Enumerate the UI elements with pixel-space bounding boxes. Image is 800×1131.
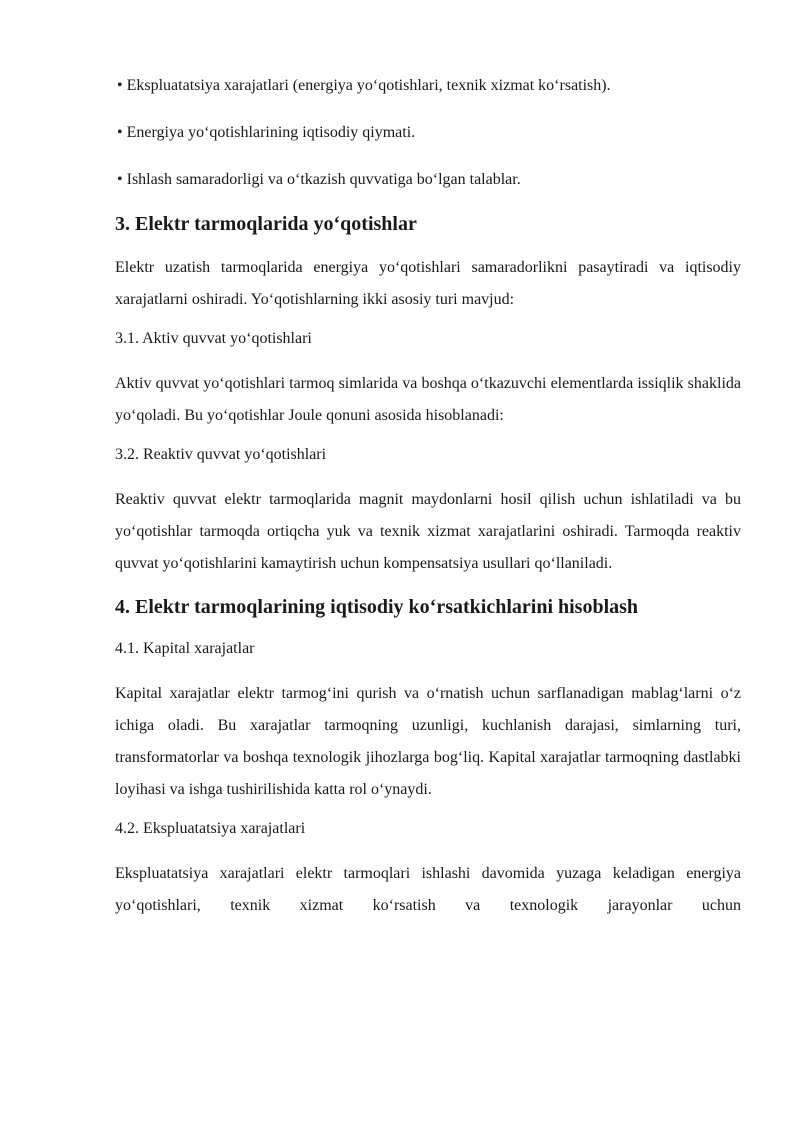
subsection-4-1-text: Kapital xarajatlar elektr tarmog‘ini qurish va o‘rnatish uchun sarflanadigan mablag‘larni o‘z ichiga oladi. Bu xarajatlar tarmoqning uzunligi, kuchlanish darajasi, simlarning turi, transformatorlar va boshqa texnologik jihozlarga bog‘liq. Kapital xarajatlar tarmoqning dastlabki loyihasi va ishga tushirilishida katta rol o‘ynaydi.: [115, 685, 741, 798]
subsection-4-2-title: 4.2. Ekspluatatsiya xarajatlari: [115, 820, 306, 837]
bullet-item: [117, 74, 741, 98]
bullet-item: [117, 168, 741, 192]
section-3-intro: Elektr uzatish tarmoqlarida energiya yo‘qotishlari samaradorlikni pasaytiradi va iqtisodiy xarajatlarni oshiradi. Yo‘qotishlarning ikki asosiy turi mavjud:: [115, 259, 741, 308]
bullet-dot: •: [117, 124, 123, 141]
subsection-3-1-title: 3.1. Aktiv quvvat yo‘qotishlari: [115, 330, 312, 347]
subsection-4-1-title: 4.1. Kapital xarajatlar: [115, 640, 255, 657]
subsection-3-2-text: Reaktiv quvvat elektr tarmoqlarida magnit maydonlarni hosil qilish uchun ishlatiladi va bu yo‘qotishlar tarmoqda ortiqcha yuk va texnik xizmat xarajatlarini oshiradi. Tarmoqda reaktiv quvvat yo‘qotishlarini kamaytirish uchun kompensatsiya usullari qo‘llaniladi.: [115, 491, 741, 572]
subsection-3-1-text: Aktiv quvvat yo‘qotishlari tarmoq simlarida va boshqa o‘tkazuvchi elementlarda issiqlik shaklida yo‘qoladi. Bu yo‘qotishlar Joule qonuni asosida hisoblanadi:: [115, 375, 741, 424]
subsection-4-2-text: Ekspluatatsiya xarajatlari elektr tarmoqlari ishlashi davomida yuzaga keladigan energiya yo‘qotishlari, texnik xizmat ko‘rsatish va texnologik jarayonlar uchun: [115, 865, 741, 914]
bullet-dot: •: [117, 77, 123, 94]
bullet-dot: •: [117, 171, 123, 188]
bullet-text: Ishlash samaradorligi va o‘tkazish quvvatiga bo‘lgan talablar.: [126, 171, 521, 188]
section-4-heading: 4. Elektr tarmoqlarining iqtisodiy ko‘rsatkichlarini hisoblash: [115, 596, 639, 618]
document-page: [115, 74, 741, 933]
bullet-text: Energiya yo‘qotishlarining iqtisodiy qiymati.: [126, 124, 416, 141]
bullet-text: Ekspluatatsiya xarajatlari (energiya yo‘qotishlari, texnik xizmat ko‘rsatish).: [126, 77, 611, 94]
section-3-heading: 3. Elektr tarmoqlarida yo‘qotishlar: [115, 213, 417, 235]
bullet-item: [117, 121, 741, 145]
subsection-3-2-title: 3.2. Reaktiv quvvat yo‘qotishlari: [115, 446, 327, 463]
